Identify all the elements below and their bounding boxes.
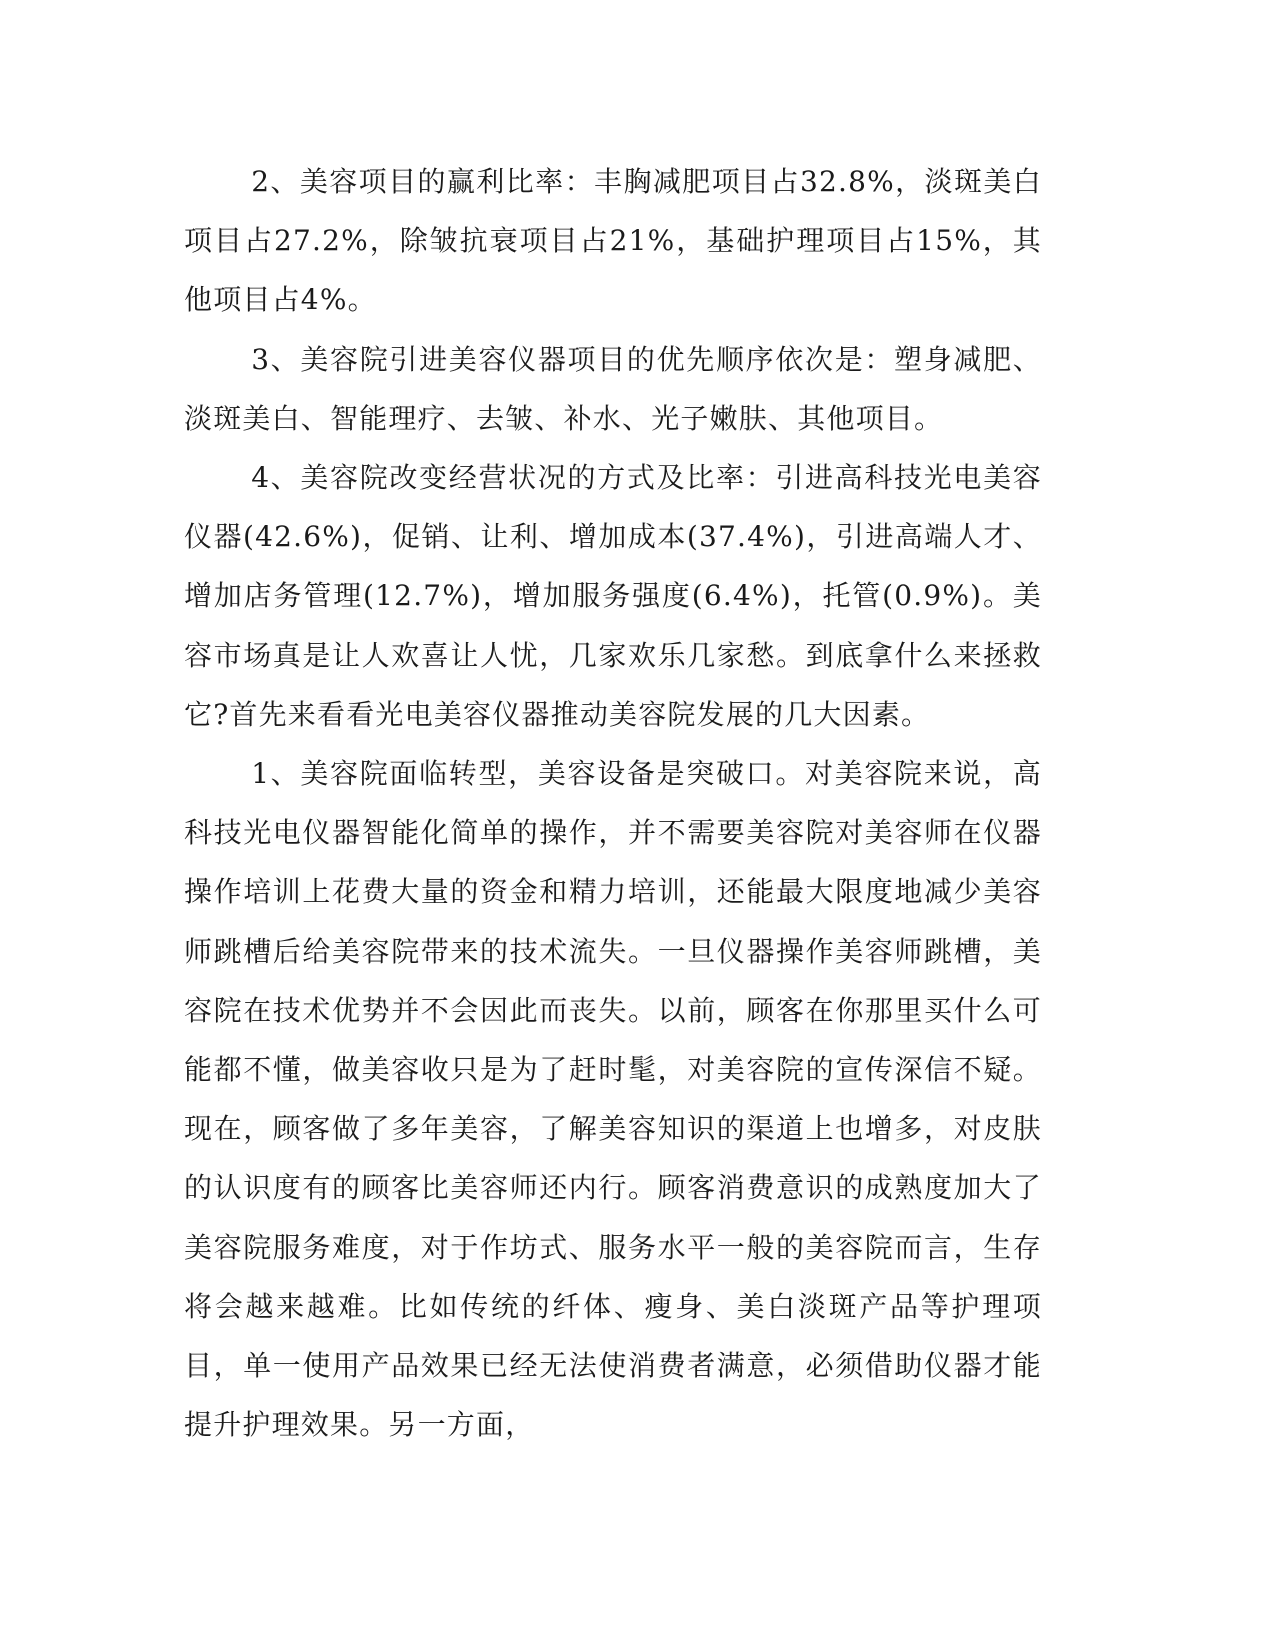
document-body (184, 152, 1042, 1454)
paragraph-business-methods: 4、美容院改变经营状况的方式及比率：引进高科技光电美容仪器(42.6%)，促销、让利、增加成本(37.4%)，引进高端人才、增加店务管理(12.7%)，增加服务强度(6.4%)，托管(0.9%)。美容市场真是让人欢喜让人忧，几家欢乐几家愁。到底拿什么来拯救它?首先来看看光电美容仪器推动美容院发展的几大因素。 (184, 461, 1042, 731)
paragraph-transformation: 1、美容院面临转型，美容设备是突破口。对美容院来说，高科技光电仪器智能化简单的操作，并不需要美容院对美容师在仪器操作培训上花费大量的资金和精力培训，还能最大限度地减少美容师跳槽后给美容院带来的技术流失。一旦仪器操作美容师跳槽，美容院在技术优势并不会因此而丧失。以前，顾客在你那里买什么可能都不懂，做美容收只是为了赶时髦，对美容院的宣传深信不疑。现在，顾客做了多年美容，了解美容知识的渠道上也增多，对皮肤的认识度有的顾客比美容师还内行。顾客消费意识的成熟度加大了美容院服务难度，对于作坊式、服务水平一般的美容院而言，生存将会越来越难。比如传统的纤体、瘦身、美白淡斑产品等护理项目，单一使用产品效果已经无法使消费者满意，必须借助仪器才能提升护理效果。另一方面， (184, 757, 1042, 1442)
paragraph-profit-ratio: 2、美容项目的赢利比率：丰胸减肥项目占32.8%，淡斑美白项目占27.2%，除皱抗衰项目占21%，基础护理项目占15%，其他项目占4%。 (184, 165, 1042, 317)
paragraph-equipment-priority: 3、美容院引进美容仪器项目的优先顺序依次是：塑身减肥、淡斑美白、智能理疗、去皱、补水、光子嫩肤、其他项目。 (184, 342, 1042, 435)
